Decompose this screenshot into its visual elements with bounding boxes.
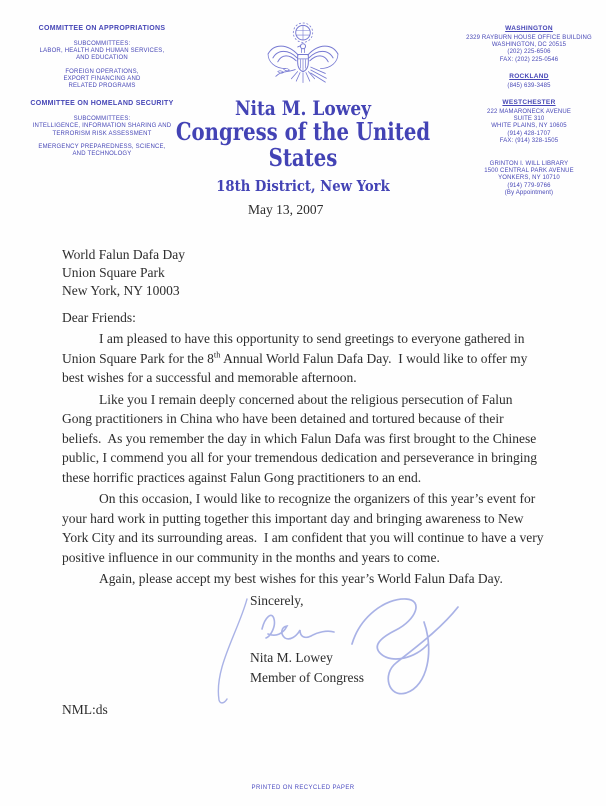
office-line: FAX: (202) 225-0546 xyxy=(499,56,559,63)
office-line: GRINTON I. WILL LIBRARY xyxy=(489,161,569,168)
office-line: WASHINGTON, DC 20515 xyxy=(491,42,567,49)
office-westchester-name: WESTCHESTER xyxy=(502,99,556,107)
recipient-address xyxy=(62,246,544,300)
paragraph-1-text: I am pleased to have this opportunity to send greetings to everyone gathered in Union Square Park for the 8 xyxy=(62,331,528,366)
office-line: (845) 639-3485 xyxy=(507,82,551,89)
office-westchester xyxy=(462,99,596,145)
office-line: (914) 779-9766 xyxy=(507,182,551,189)
recipient-line-3: New York, NY 10003 xyxy=(62,282,180,298)
office-rockland xyxy=(462,73,596,90)
subcommittee-foreign-line-3: RELATED PROGRAMS xyxy=(68,83,136,90)
subcommittee-emergency-line-2: AND TECHNOLOGY xyxy=(72,151,132,158)
office-line: YONKERS, NY 10710 xyxy=(498,175,560,182)
office-line: SUITE 310 xyxy=(513,116,545,123)
subcommittee-foreign-line-2: EXPORT FINANCING AND xyxy=(63,75,141,82)
salutation: Dear Friends: xyxy=(62,309,136,325)
paragraph-4: Again, please accept my best wishes for this year’s World Falun Dafa Day. xyxy=(99,571,503,586)
office-yonkers-library xyxy=(462,161,596,197)
subcommittee-labor-line-2: AND EDUCATION xyxy=(76,55,128,62)
signer-name: Nita M. Lowey xyxy=(250,650,333,665)
office-line: 1500 CENTRAL PARK AVENUE xyxy=(484,168,574,175)
subcommittees-label-2: SUBCOMMITTEES: xyxy=(73,116,131,123)
office-line: (914) 428-1707 xyxy=(507,130,551,137)
office-line: 222 MAMARONECK AVENUE xyxy=(486,109,572,116)
letterhead-center xyxy=(133,22,473,195)
paragraph-1-text-cont: Annual World Falun Dafa Day. I would like to offer my best wishes for a successful and memorable afternoon. xyxy=(62,350,531,385)
subcommittee-labor-line-1: LABOR, HEALTH AND HUMAN SERVICES, xyxy=(39,48,165,55)
paragraph-1 xyxy=(62,329,544,388)
recipient-line-2: Union Square Park xyxy=(62,264,165,280)
congress-header: Congress of the United States xyxy=(175,117,431,172)
office-line: (By Appointment) xyxy=(504,189,554,196)
committee-homeland-security: COMMITTEE ON HOMELAND SECURITY xyxy=(30,100,174,108)
reference-initials: NML:ds xyxy=(62,702,108,717)
subcommittee-foreign-line-1: FOREIGN OPERATIONS, xyxy=(65,68,139,75)
subcommittees-label-1: SUBCOMMITTEES: xyxy=(73,41,131,47)
offices-column xyxy=(462,25,596,197)
ordinal-superscript: th xyxy=(213,349,221,359)
paragraph-3: On this occasion, I would like to recognize the organizers of this year’s event for your hard work in putting together this important day and bringing awareness to New York City and its surrounding areas. I am confident that you will continue to have a very positive influence in our community in the months and years to come. xyxy=(62,491,547,565)
member-name-header: Nita M. Lowey xyxy=(234,96,372,120)
office-rockland-name: ROCKLAND xyxy=(509,72,549,80)
committee-appropriations: COMMITTEE ON APPROPRIATIONS xyxy=(38,25,166,32)
subcommittee-intel-line-1: INTELLIGENCE, INFORMATION SHARING AND xyxy=(32,123,172,130)
district-header: 18th District, New York xyxy=(216,177,390,195)
subcommittee-intel-line-2: TERRORISM RISK ASSESSMENT xyxy=(52,130,152,137)
signature-block xyxy=(250,648,544,687)
office-line: (202) 225-6506 xyxy=(507,49,551,56)
letter-date: May 13, 2007 xyxy=(248,202,324,217)
office-washington xyxy=(462,25,596,64)
office-line: WHITE PLAINS, NY 10605 xyxy=(491,123,567,130)
subcommittee-emergency-line-1: EMERGENCY PREPAREDNESS, SCIENCE, xyxy=(38,143,166,150)
letter-body xyxy=(62,200,547,720)
office-line: 2329 RAYBURN HOUSE OFFICE BUILDING xyxy=(466,35,592,41)
signer-title: Member of Congress xyxy=(250,669,364,685)
recipient-line-1: World Falun Dafa Day xyxy=(62,246,186,262)
paragraph-2: Like you I remain deeply concerned about the religious persecution of Falun Gong practitioners in China who have been detained and tortured because of their beliefs. As you remember the day in which Falun Dafa was first brought to the Chinese public, I commend you all for your tremendous dedication and perseverance in bringing these horrific practices against Falun Gong practitioners to an end. xyxy=(62,391,541,485)
office-line: FAX: (914) 328-1505 xyxy=(499,137,559,144)
office-washington-name: WASHINGTON xyxy=(505,25,553,32)
great-seal-eagle-icon xyxy=(262,22,344,88)
closing: Sincerely, xyxy=(250,592,304,608)
recycled-paper-note: PRINTED ON RECYCLED PAPER xyxy=(251,785,355,791)
